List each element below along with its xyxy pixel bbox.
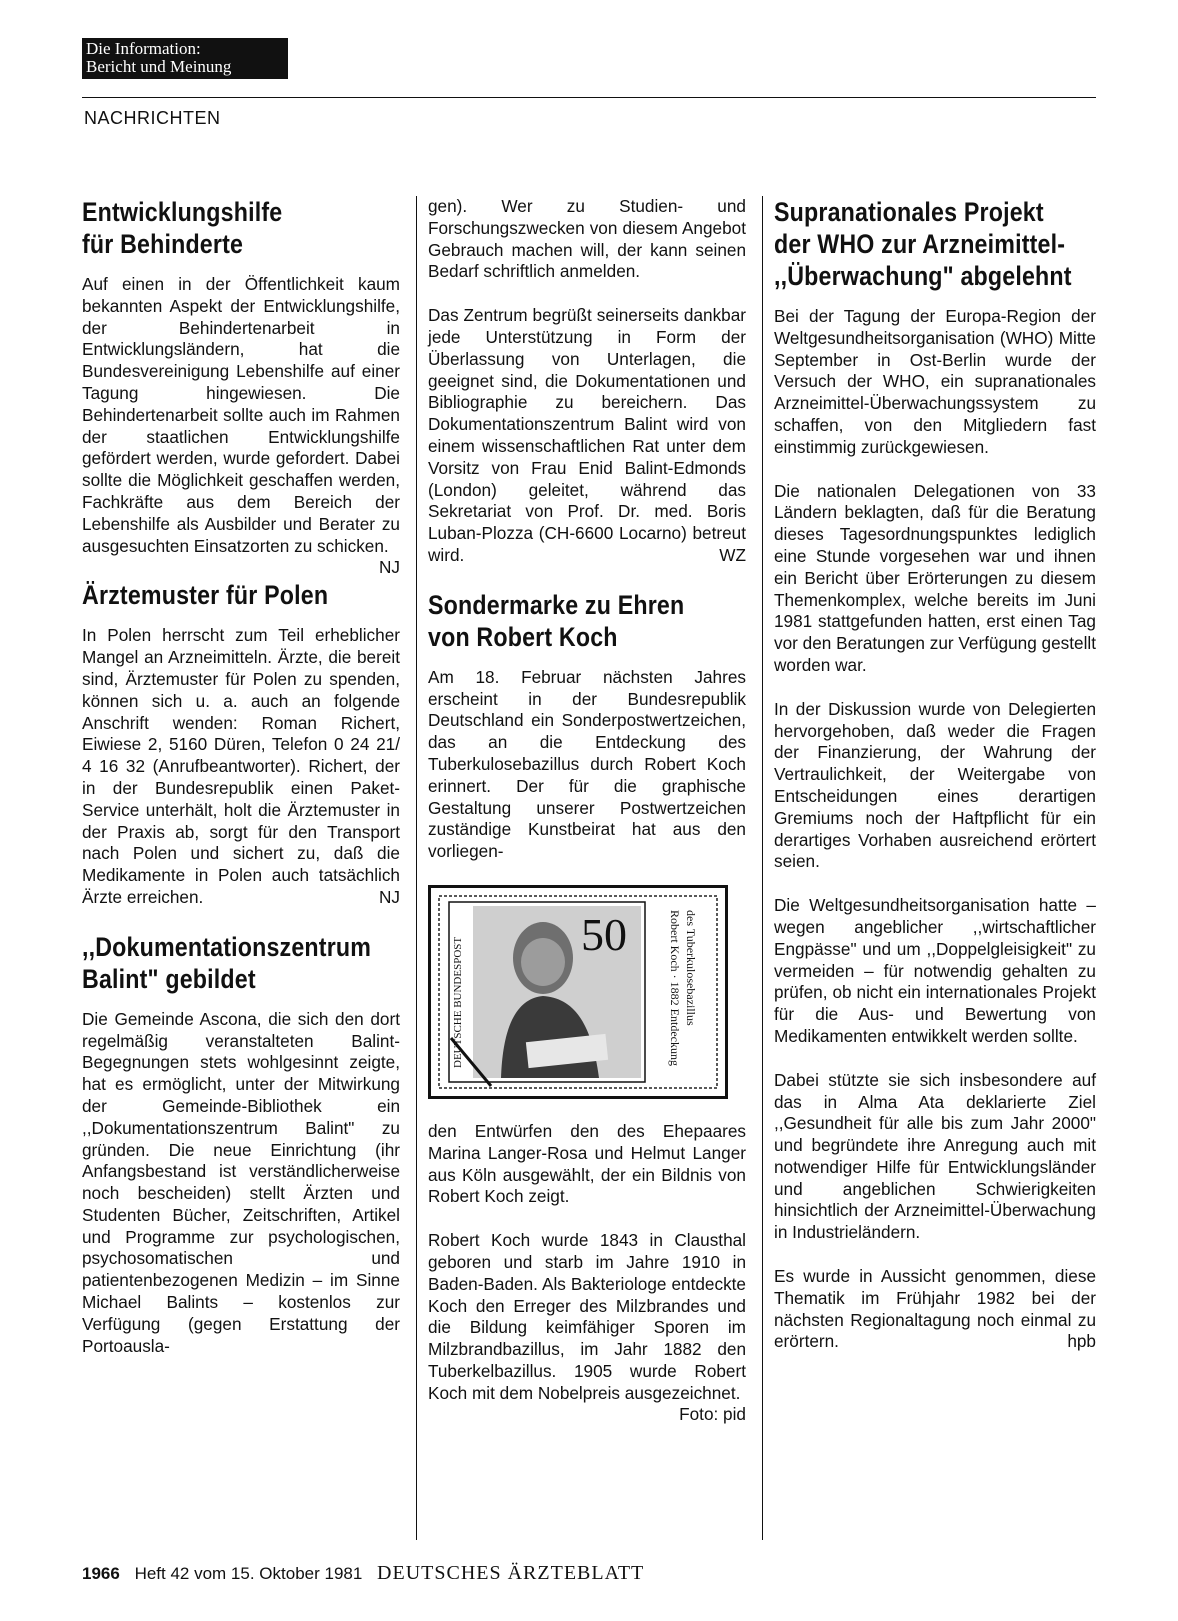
article-body: Am 18. Februar nächsten Jahres erscheint in der Bundesrepublik Deutschland ein Sonderpostwertzeichen, das an die Entdeckung des Tuberkulosebazillus durch Robert Koch erinnert. Der für die graphische Gestaltung unserer Postwertzeichen zuständige Kunstbeirat hat aus den vorliegen- bbox=[428, 666, 746, 862]
article-body: Die Weltgesundheitsorganisation hatte – wegen angeblicher ,,wirtschaftlicher Engpässe" und um ,,Doppelgleisigkeit" zu vermeiden – für notwendig gehalten zu prüfen, ob nicht ein internationales Projekt für die Aus- und Bewertung von Medikamenten entwikkelt werden sollte. bbox=[774, 895, 1096, 1046]
article-title: ,,Dokumentationszentrum Balint" gebildet bbox=[82, 931, 372, 994]
author-initials: NJ bbox=[378, 557, 400, 578]
article-body: In Polen herrscht zum Teil erheblicher Mangel an Arzneimitteln. Ärzte, die bereit sind, Ärztemuster für Polen zu spenden, können sich u. a. auch an folgende Anschrift wenden: Roman Richert, Eiwiese 2, 5160 Düren, Telefon 0 24 21/ 4 16 32 (Anrufbeantworter). Richert, der in der Bundesrepublik einen Paket-Service unterhält, holt die Ärztemuster in der Praxis ab, sorgt für den Transport nach Polen und sichert zu, daß die Medikamente in Polen auch tatsächlich Ärzte erreichen. NJ bbox=[82, 625, 400, 907]
article-body: Die nationalen Delegationen von 33 Ländern beklagten, daß für die Beratung dieses Tagesordnungspunktes lediglich eine Stunde vorgesehen war und ihnen ein Bericht über Erörterungen zu diesem Themenkomplex, welche bereits im Juni 1981 stattgefunden hatten, erst einen Tag vor den Beratungen zur Verfügung gestellt worden war. bbox=[774, 480, 1097, 675]
page-number: 1966 bbox=[82, 1564, 120, 1583]
stamp-caption-1: Robert Koch · 1882 Entdeckung bbox=[668, 909, 682, 1066]
page-footer bbox=[82, 1562, 644, 1585]
photo-credit: Foto: pid bbox=[679, 1404, 746, 1425]
stamp-value: 50 bbox=[581, 908, 627, 960]
article-body: Dabei stützte sie sich insbesondere auf das in Alma Ata deklarierte Ziel ,,Gesundheit für alle bis zum Jahr 2000" und begründete ihre Anregung auch mit notwendiger Hilfe für Entwicklungsländer und angeblichen Schwierigkeiten hinsichtlich der Arzneimittel-Überwachung in Industrieländern. bbox=[774, 1069, 1096, 1243]
rubric-banner bbox=[82, 38, 288, 79]
section-label: NACHRICHTEN bbox=[84, 108, 221, 128]
author-initials: NJ bbox=[378, 886, 400, 907]
stamp-illustration bbox=[431, 888, 725, 1096]
stamp-caption-2: des Tuberkulosebazillus bbox=[684, 909, 698, 1026]
postage-stamp-image bbox=[428, 885, 728, 1099]
article-title: Sondermarke zu Ehren von Robert Koch bbox=[428, 589, 685, 652]
article-body: gen). Wer zu Studien- und Forschungszwecken von diesem Angebot Gebrauch machen will, der kann seinen Bedarf schriftlich anmelden. bbox=[428, 196, 746, 282]
article-title: Entwicklungshilfe für Behinderte bbox=[82, 197, 283, 259]
column-2 bbox=[428, 196, 746, 1540]
article-body: den Entwürfen den des Ehepaares Marina Langer-Rosa und Helmut Langer aus Köln ausgewählt, der ein Bildnis von Robert Koch zeigt. bbox=[428, 1120, 746, 1207]
issue-info: Heft 42 vom 15. Oktober 1981 bbox=[134, 1564, 363, 1583]
article-title: Ärztemuster für Polen bbox=[82, 580, 329, 611]
article-body: Die Gemeinde Ascona, die sich den dort regelmäßig veranstalteten Balint-Begegnungen stets wohlgesinnt zeigte, hat es ermöglicht, unter der Mitwirkung der Gemeinde-Bibliothek ein ,,Dokumentationszentrum Balint" zu gründen. Die neue Einrichtung (ihr Anfangsbestand ist verständlicherweise noch bescheiden) stellt Ärzten und Studenten Bücher, Zeitschriften, Artikel und Programme zur psychologischen, psychosomatischen und patientenbezogenen Medizin – im Sinne Michael Balints – kostenlos zur Verfügung (gegen Erstattung der Portoausla- bbox=[82, 1008, 400, 1356]
journal-name: DEUTSCHES ÄRZTEBLATT bbox=[377, 1562, 645, 1584]
author-initials: WZ bbox=[719, 544, 746, 565]
article-body: Auf einen in der Öffentlichkeit kaum bekannten Aspekt der Entwicklungshilfe, der Behindertenarbeit in Entwicklungsländern, hat die Bundesvereinigung Lebenshilfe auf einer Tagung hingewiesen. Die Behindertenarbeit sollte auch im Rahmen der staatlichen Entwicklungshilfe gefördert werden, wurde gefordert. Dabei sollte die Möglichkeit geschaffen werden, Fachkräfte aus dem Bereich der Lebenshilfe als Ausbilder und Berater zu ausgesuchten Einsatzorten zu schicken. NJ bbox=[82, 274, 400, 578]
article-title: Supranationales Projekt der WHO zur Arzneimittel- ,,Überwachung" abgelehnt bbox=[774, 197, 1072, 291]
article-body: In der Diskussion wurde von Delegierten hervorgehoben, daß weder die Fragen der Finanzierung, der Wahrung der Vertraulichkeit, der Weitergabe von Entscheidungen eines derartigen Gremiums noch der Haftpflicht für ein derartiges Vorhaben ausreichend erörtert seien. bbox=[774, 698, 1096, 872]
article-body: Das Zentrum begrüßt seinerseits dankbar jede Unterstützung in Form der Überlassung von Unterlagen, die geeignet sind, die Dokumentationen und Bibliographie zu bereichern. Das Dokumentationszentrum Balint wird von einem wissenschaftlichen Rat unter dem Vorsitz von Frau Enid Balint-Edmonds (London) geleitet, während das Sekretariat von Prof. Dr. med. Boris Luban-Plozza (CH-6600 Locarno) betreut wird. WZ bbox=[428, 305, 746, 565]
article-body: Es wurde in Aussicht genommen, diese Thematik im Frühjahr 1982 bei der nächsten Regionaltagung noch einmal zu erörtern. hpb bbox=[774, 1266, 1096, 1352]
article-body: Bei der Tagung der Europa-Region der Weltgesundheitsorganisation (WHO) Mitte September in Ost-Berlin wurde der Versuch der WHO, ein supranationales Arzneimittel-Überwachungssystem zu schaffen, von den Mitgliedern fast einstimmig zurückgewiesen. bbox=[774, 306, 1096, 457]
column-divider bbox=[416, 196, 417, 1540]
author-initials: hpb bbox=[1067, 1331, 1096, 1352]
article-body: Robert Koch wurde 1843 in Clausthal geboren und starb im Jahre 1910 in Baden-Baden. Als Bakteriologe entdeckte Koch den Erreger des Milzbrandes und die Bildung keimfähiger Sporen im Milzbrandbazillus, im Jahr 1882 den Tuberkelbazillus. 1905 wurde Robert Koch mit dem Nobelpreis ausgezeichnet. Foto: pid bbox=[428, 1230, 746, 1425]
rubric-line-2: Bericht und Meinung bbox=[86, 57, 232, 76]
stamp-country-text: DEUTSCHE BUNDESPOST bbox=[452, 936, 464, 1068]
column-1 bbox=[82, 196, 400, 1540]
header-rule bbox=[82, 97, 1096, 98]
rubric-line-1: Die Information: bbox=[86, 39, 201, 58]
column-3 bbox=[774, 196, 1096, 1540]
column-divider bbox=[762, 196, 763, 1540]
